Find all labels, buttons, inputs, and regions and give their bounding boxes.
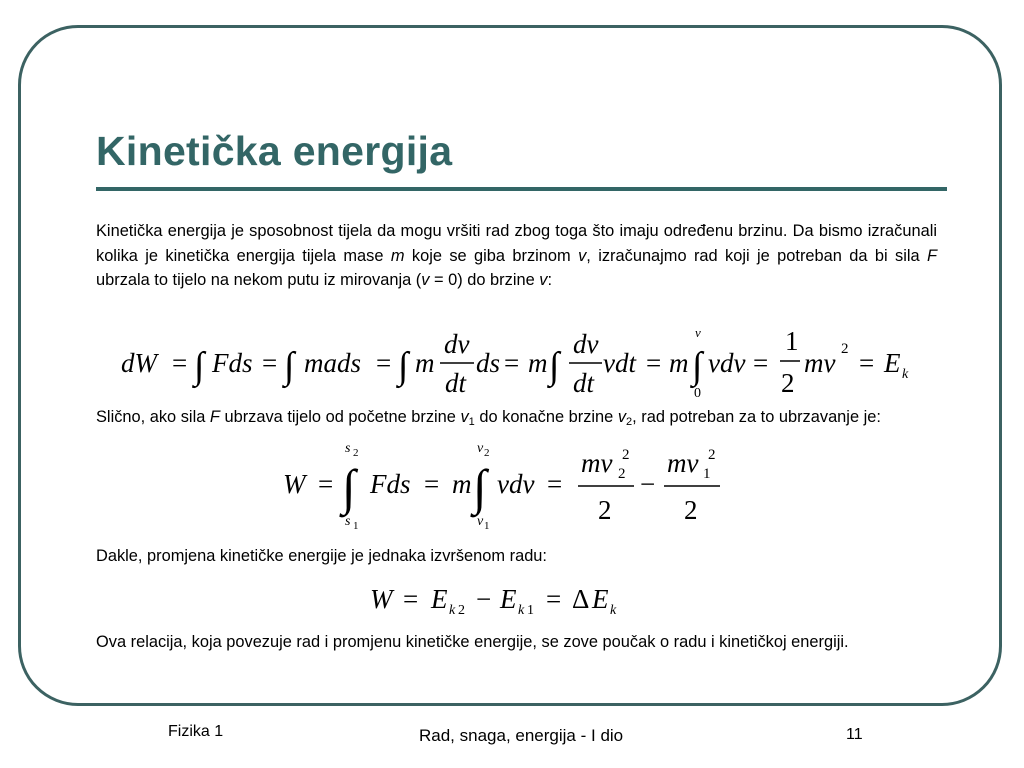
svg-text:=: = bbox=[376, 348, 392, 378]
svg-text:2: 2 bbox=[684, 495, 698, 525]
svg-text:s: s bbox=[345, 441, 351, 456]
svg-text:∫: ∫ bbox=[473, 459, 487, 515]
svg-text:∫: ∫ bbox=[284, 345, 295, 387]
svg-text:v: v bbox=[477, 514, 484, 529]
svg-text:2: 2 bbox=[708, 447, 716, 463]
svg-text:mads: mads bbox=[304, 348, 362, 378]
svg-text:W: W bbox=[283, 469, 306, 499]
svg-text:2: 2 bbox=[353, 447, 359, 459]
svg-text:0: 0 bbox=[694, 386, 701, 401]
svg-text:∫: ∫ bbox=[549, 345, 560, 387]
svg-text:k: k bbox=[610, 603, 617, 618]
intro-paragraph: Kinetička energija je sposobnost tijela da mogu vršiti rad zbog toga što imaju određenu brzinu. Da bismo izračunali kolika je kinetička energija tijela mase m koje se giba brzinom v, izračunajmo rad koji je potreban da bi sila F ubrzala to tijelo na nekom putu iz mirovanja (v = 0) do brzine v: bbox=[96, 222, 937, 290]
svg-text:E: E bbox=[884, 348, 901, 378]
svg-text:2: 2 bbox=[781, 368, 795, 398]
svg-text:m: m bbox=[528, 348, 548, 378]
svg-text:∫: ∫ bbox=[398, 345, 409, 387]
svg-text:=: = bbox=[646, 348, 662, 378]
svg-text:dv: dv bbox=[573, 329, 599, 359]
svg-text:=: = bbox=[546, 584, 562, 614]
svg-text:2: 2 bbox=[622, 447, 630, 463]
svg-text:2: 2 bbox=[484, 447, 490, 459]
svg-text:∫: ∫ bbox=[692, 345, 703, 387]
svg-text:=: = bbox=[403, 584, 419, 614]
svg-text:1: 1 bbox=[785, 326, 799, 356]
svg-text:m: m bbox=[415, 348, 435, 378]
svg-text:mv: mv bbox=[667, 448, 699, 478]
svg-text:v: v bbox=[695, 325, 701, 340]
fourth-paragraph: Ova relacija, koja povezuje rad i promjenu kinetičke energije, se zove poučak o radu i kinetičkoj energiji. bbox=[96, 633, 849, 651]
svg-text:ds: ds bbox=[476, 348, 501, 378]
svg-text:Δ: Δ bbox=[572, 584, 590, 614]
svg-text:1: 1 bbox=[527, 603, 534, 618]
svg-text:=: = bbox=[172, 348, 188, 378]
svg-text:mv: mv bbox=[804, 348, 836, 378]
svg-text:=: = bbox=[753, 348, 769, 378]
svg-text:=: = bbox=[547, 469, 563, 499]
svg-text:2: 2 bbox=[618, 466, 626, 482]
svg-text:∫: ∫ bbox=[194, 345, 205, 387]
svg-text:Fds: Fds bbox=[370, 469, 411, 499]
svg-text:=: = bbox=[859, 348, 875, 378]
svg-text:E: E bbox=[500, 584, 517, 614]
svg-text:s: s bbox=[345, 514, 351, 529]
svg-text:−: − bbox=[640, 469, 656, 499]
svg-text:k: k bbox=[449, 603, 456, 618]
svg-text:vdt: vdt bbox=[603, 348, 636, 378]
svg-text:=: = bbox=[262, 348, 278, 378]
svg-text:∫: ∫ bbox=[342, 459, 356, 515]
svg-text:k: k bbox=[518, 603, 525, 618]
svg-text:1: 1 bbox=[353, 520, 359, 532]
svg-text:E: E bbox=[592, 584, 609, 614]
svg-text:E: E bbox=[431, 584, 448, 614]
svg-text:Fds: Fds bbox=[212, 348, 253, 378]
svg-text:m: m bbox=[452, 469, 472, 499]
svg-text:=: = bbox=[318, 469, 334, 499]
svg-text:m: m bbox=[669, 348, 689, 378]
svg-text:−: − bbox=[476, 584, 492, 614]
svg-text:k: k bbox=[902, 367, 909, 382]
svg-text:=: = bbox=[424, 469, 440, 499]
footer-page-number: 11 bbox=[846, 726, 863, 743]
svg-text:2: 2 bbox=[458, 603, 465, 618]
svg-text:dv: dv bbox=[444, 329, 470, 359]
third-paragraph: Dakle, promjena kinetičke energije je jednaka izvršenom radu: bbox=[96, 547, 547, 565]
svg-text:W: W bbox=[370, 584, 393, 614]
footer-course: Fizika 1 bbox=[168, 723, 224, 740]
footer-topic: Rad, snaga, energija - I dio bbox=[419, 726, 624, 745]
svg-text:vdv: vdv bbox=[497, 469, 535, 499]
svg-text:1: 1 bbox=[703, 466, 711, 482]
svg-text:1: 1 bbox=[484, 520, 490, 532]
svg-text:dt: dt bbox=[573, 368, 595, 398]
svg-text:vdv: vdv bbox=[708, 348, 746, 378]
svg-text:2: 2 bbox=[598, 495, 612, 525]
svg-text:2: 2 bbox=[841, 341, 849, 357]
svg-text:v: v bbox=[477, 441, 484, 456]
slide-title: Kinetička energija bbox=[96, 128, 453, 174]
svg-text:dW: dW bbox=[121, 348, 157, 378]
svg-text:dt: dt bbox=[445, 368, 467, 398]
svg-text:=: = bbox=[504, 348, 520, 378]
svg-text:mv: mv bbox=[581, 448, 613, 478]
second-paragraph: Slično, ako sila F ubrzava tijelo od početne brzine $v_1$ do konačne brzine $v_2$, rad potreban za to ubrzavanje je: bbox=[96, 408, 881, 428]
